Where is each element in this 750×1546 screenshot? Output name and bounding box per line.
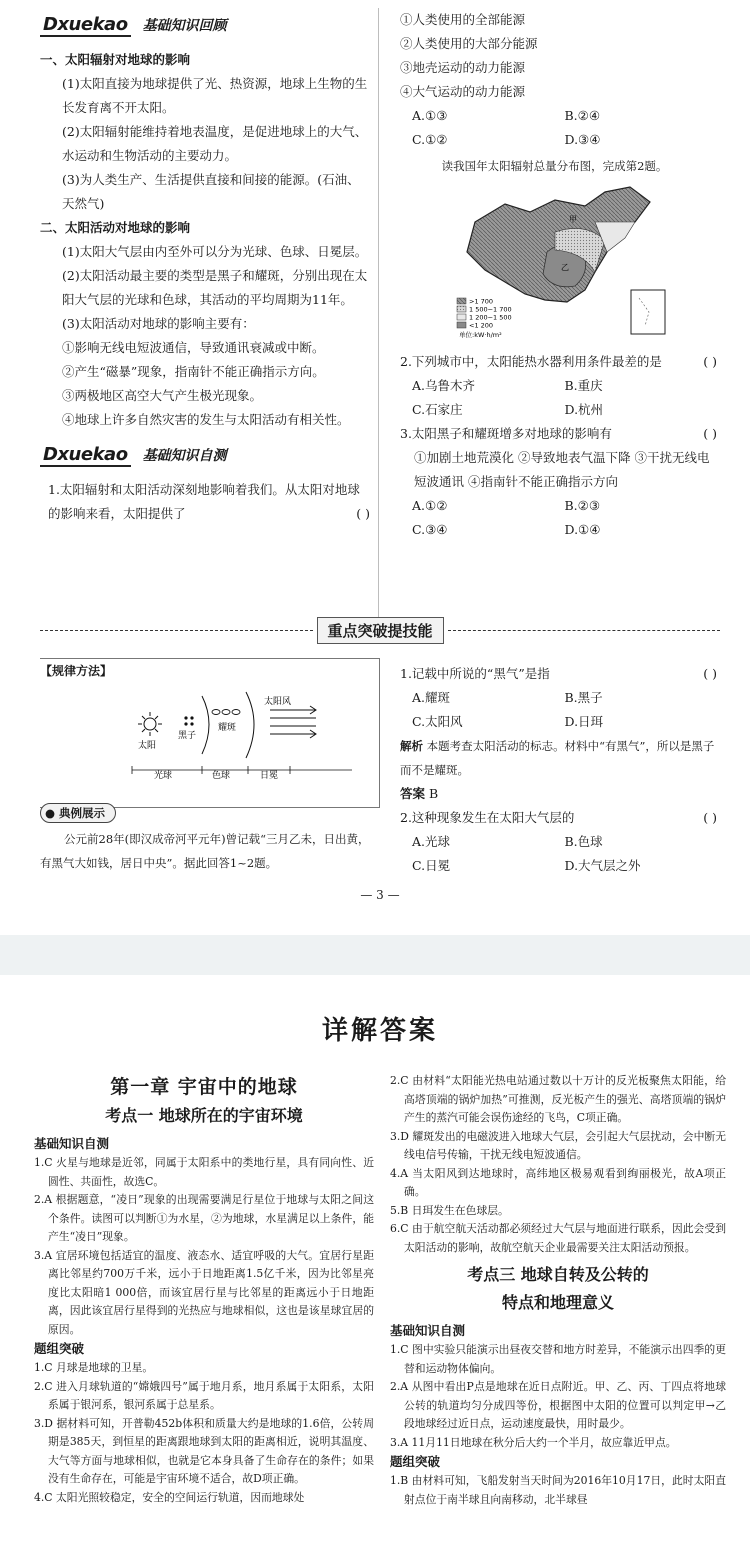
south-sea-inset <box>631 290 665 334</box>
answer-item: 3.D 据材料可知，开普勒452b体积和质量大约是地球的1.6倍，公转周期是385天，到恒星的距离跟地球到太阳的距离相近，说明其温度、大气等方面与地球相似，也就是它本身具备了生命存在的条件；如果没有生命存在，可能是宇宙环境不适合，故D项正确。 <box>34 1416 374 1485</box>
paragraph: (1)太阳直接为地球提供了光、热资源，地球上生物的生长发育离不开太阳。 <box>62 76 368 115</box>
question-text: 2.下列城市中，太阳能热水器利用条件最差的是 <box>400 354 662 369</box>
answer-item: 2.A 根据题意，“凌日”现象的出现需要满足行星位于地球与太阳之间这个条件。读图可以判断①为水星，②为地球，水星满足以上条件，能产生“凌日”现象。 <box>34 1193 374 1243</box>
review-title: 基础知识回顾 <box>142 18 227 34</box>
topic-title: 考点一 地球所在的宇宙环境 <box>105 1106 303 1125</box>
chromosphere-arc <box>246 692 254 758</box>
page-gap <box>0 935 750 975</box>
option-c[interactable]: C.太阳风 <box>412 714 463 729</box>
answer-bracket: ( ) <box>356 506 370 521</box>
page-title: 详解答案 <box>321 1016 438 1046</box>
subsection-heading: 基础知识自测 <box>390 1323 466 1338</box>
list-item: ②产生“磁暴”现象，指南针不能正确指示方向。 <box>62 364 325 379</box>
answer-bracket: ( ) <box>703 666 717 681</box>
section-heading: 一、太阳辐射对地球的影响 <box>40 52 191 67</box>
sunspot-dots-icon <box>184 716 193 725</box>
answer-item: 3.D 耀斑发出的电磁波进入地球大气层，会引起大气层扰动，会中断无线电信号传输，干扰无线电短波通信。 <box>390 1129 726 1161</box>
brand-logo: Dxuekao <box>40 444 131 467</box>
answer-item: 2.C 由材料“太阳能光热电站通过数以十万计的反光板聚焦太阳能，给高塔顶端的锅炉加热”可推测，反光板产生的强光、高塔顶端的锅炉产生的蒸汽可能会误伤途经的飞鸟，C项正确。 <box>390 1074 726 1124</box>
subsection-heading: 题组突破 <box>34 1341 85 1356</box>
option-a[interactable]: A.光球 <box>412 834 451 849</box>
option-c[interactable]: C.石家庄 <box>412 402 463 417</box>
analysis-label: 解析 <box>400 739 423 753</box>
section-separator <box>40 616 720 644</box>
solar-wind-arrows <box>270 706 316 738</box>
selftest-title: 基础知识自测 <box>142 448 227 464</box>
topic-title: 考点三 地球自转及公转的 <box>467 1265 649 1284</box>
method-box <box>40 658 380 808</box>
option-d[interactable]: D.大气层之外 <box>564 858 641 873</box>
option-d[interactable]: D.③④ <box>564 132 601 147</box>
option-statement: ②人类使用的大部分能源 <box>400 36 538 51</box>
option-b[interactable]: B.②④ <box>564 108 601 123</box>
answer-bracket: ( ) <box>703 354 717 369</box>
chapter-title: 第一章 宇宙中的地球 <box>110 1076 298 1098</box>
label-solar-wind: 太阳风 <box>264 697 292 707</box>
analysis <box>392 734 717 782</box>
answer-item: 3.A 11月11日地球在秋分后大约一个半月，故应靠近甲点。 <box>390 1435 677 1449</box>
label-photosphere: 光球 <box>154 771 173 781</box>
answer-item: 4.C 太阳光照较稳定，安全的空间运行轨道，因而地球处 <box>34 1490 305 1504</box>
paragraph: (1)太阳大气层由内至外可以分为光球、色球、日冕层。 <box>62 244 368 259</box>
map-caption: 读我国年太阳辐射总量分布图，完成第2题。 <box>441 159 668 173</box>
map-label-yi: 乙 <box>560 263 569 272</box>
option-a[interactable]: A.乌鲁木齐 <box>412 378 476 393</box>
option-b[interactable]: B.黑子 <box>564 690 603 705</box>
analysis-text: 本题考查太阳活动的标志。材料中“有黑气”，所以是黑子而不是耀斑。 <box>400 739 715 777</box>
option-d[interactable]: D.日珥 <box>564 714 604 729</box>
question-2 <box>392 350 717 374</box>
answer-value: B <box>429 786 439 801</box>
question-text: 1.太阳辐射和太阳活动深刻地影响着我们。从太阳对地球的影响来看，太阳提供了 <box>48 482 360 521</box>
answer-left-column <box>34 1072 374 1507</box>
answer-item: 1.C 火星与地球是近邻，同属于太阳系中的类地行星，具有同向性、近圆性、共面性，故选C。 <box>34 1156 374 1188</box>
list-item: ①影响无线电短波通信，导致通讯衰减或中断。 <box>62 340 325 355</box>
option-statement: ①人类使用的全部能源 <box>400 12 526 27</box>
answer-right-column <box>390 1072 726 1509</box>
example-section <box>40 802 370 875</box>
example-question-2 <box>392 806 717 830</box>
option-d[interactable]: D.①④ <box>564 522 601 537</box>
legend-item: 1 500~1 700 <box>468 305 512 314</box>
paragraph: (2)太阳活动最主要的类型是黑子和耀斑，分别出现在太阳大气层的光球和色球，其活动的平均周期为11年。 <box>62 268 368 307</box>
example-badge-label: 典例展示 <box>59 806 106 820</box>
option-c[interactable]: C.日冕 <box>412 858 451 873</box>
label-sunspot: 黑子 <box>178 731 197 741</box>
question-3 <box>392 422 717 446</box>
page-number: — 3 — <box>360 888 400 902</box>
answer-page <box>30 980 730 1546</box>
q1-options <box>392 104 717 152</box>
option-d[interactable]: D.杭州 <box>564 402 604 417</box>
legend-item: 1 200~1 500 <box>468 313 512 322</box>
subsection-heading: 基础知识自测 <box>34 1136 110 1151</box>
answer-item: 6.C 由于航空航天活动都必须经过大气层与地面进行联系，因此会受到太阳活动的影响，故航空航天企业最需要关注太阳活动预报。 <box>390 1222 726 1254</box>
q3-statements: ①加剧土地荒漠化 ②导致地表气温下降 ③干扰无线电短波通讯 ④指南针不能正确指示方向 <box>414 450 710 489</box>
divider-line <box>448 630 721 631</box>
answer-item: 1.C 月球是地球的卫星。 <box>34 1361 154 1374</box>
paragraph: (3)太阳活动对地球的影响主要有： <box>62 316 255 331</box>
q2-options <box>392 374 717 422</box>
topic-title-line2: 特点和地理意义 <box>501 1293 614 1312</box>
example-question-1 <box>392 662 717 686</box>
map-legend <box>457 298 512 340</box>
review-banner <box>40 8 370 42</box>
list-item: ④地球上许多自然灾害的发生与太阳活动有相关性。 <box>62 412 350 427</box>
sun-icon <box>138 712 162 736</box>
option-a[interactable]: A.①③ <box>412 108 448 123</box>
brand-logo: Dxuekao <box>40 14 131 37</box>
paragraph: (2)太阳辐射能维持着地表温度，是促进地球上的大气、水运动和生物活动的主要动力。 <box>62 124 368 163</box>
answer-item: 3.A 宜居环境包括适宜的温度、液态水、适宜呼吸的大气。宜居行星距离比邻星约700万千米，远小于日地距离1.5亿千米，因为比邻星亮度比太阳暗1 000倍，而该宜居行星与比邻星的距离远小于日地距离，因此该宜居行星得到的光热应与地球相似，这也是该星球宜居的原因。 <box>34 1248 374 1336</box>
subsection-heading: 题组突破 <box>390 1454 441 1469</box>
section-heading: 二、太阳活动对地球的影响 <box>40 220 191 235</box>
right-column <box>392 8 717 542</box>
legend-item: >1 700 <box>468 297 493 306</box>
option-b[interactable]: B.②③ <box>564 498 601 513</box>
column-divider <box>378 8 379 620</box>
answer-item: 2.C 进入月球轨道的“嫦娥四号”属于地月系，地月系属于太阳系，太阳系属于银河系，银河系属于总星系。 <box>34 1379 374 1411</box>
label-flare: 耀斑 <box>218 723 237 733</box>
answer-item: 2.A 从图中看出P点是地球在近日点附近。甲、乙、丙、丁四点将地球公转的轨道均匀分成四等份，根据图中太阳的位置可以判定甲→乙段地球经过近日点，运动速度最快，用时最少。 <box>390 1380 726 1430</box>
divider-line <box>40 630 313 631</box>
option-c[interactable]: C.①② <box>412 132 448 147</box>
answer-item: 5.B 日珥发生在色球层。 <box>390 1203 509 1217</box>
selftest-banner <box>40 438 370 472</box>
answer-item: 4.A 当太阳风到达地球时，高纬地区极易观看到绚丽极光，故A项正确。 <box>390 1166 726 1198</box>
map-label-jia: 甲 <box>568 215 577 224</box>
option-b[interactable]: B.重庆 <box>564 378 603 393</box>
option-b[interactable]: B.色球 <box>564 834 603 849</box>
list-item: ③两极地区高空大气产生极光现象。 <box>62 388 263 403</box>
option-a[interactable]: A.①② <box>412 498 448 513</box>
example-q2-options <box>392 830 717 878</box>
answer-label: 答案 <box>400 786 426 801</box>
label-corona: 日冕 <box>260 771 279 781</box>
answer-item: 1.B 由材料可知，飞船发射当天时间为2016年10月17日，此时太阳直射点位于南半球且向南移动，北半球昼 <box>390 1474 726 1506</box>
example-q1-options <box>392 686 717 734</box>
answer-bracket: ( ) <box>703 810 717 825</box>
sun-layers-diagram <box>120 682 360 782</box>
label-sun: 太阳 <box>138 741 157 751</box>
question-text: 2.这种现象发生在太阳大气层的 <box>400 810 575 825</box>
paragraph: (3)为人类生产、生活提供直接和间接的能源。(石油、天然气) <box>62 172 360 211</box>
answer-item: 1.C 图中实验只能演示出昼夜交替和地方时差异，不能演示出四季的更替和运动物体偏向。 <box>390 1343 726 1375</box>
flare-icon <box>212 710 240 715</box>
play-icon: ● <box>45 806 60 820</box>
option-statement: ④大气运动的动力能源 <box>400 84 526 99</box>
method-title: 【规律方法】 <box>40 664 113 678</box>
option-c[interactable]: C.③④ <box>412 522 448 537</box>
label-chromosphere: 色球 <box>212 771 231 781</box>
legend-item: <1 200 <box>468 321 493 330</box>
example-text: 公元前28年(即汉成帝河平元年)曾记载“三月乙未，日出黄，有黑气大如钱，居日中央”。据此回答1~2题。 <box>40 832 370 870</box>
section-title: 重点突破提技能 <box>317 617 444 644</box>
solar-radiation-map <box>435 182 675 340</box>
question-text: 3.太阳黑子和耀斑增多对地球的影响有 <box>400 426 612 441</box>
textbook-page-3 <box>40 8 720 908</box>
example-questions <box>392 662 717 878</box>
example-badge <box>40 803 116 823</box>
question-1 <box>40 478 370 526</box>
option-statement: ③地壳运动的动力能源 <box>400 60 526 75</box>
answer-line <box>392 782 717 806</box>
option-a[interactable]: A.耀斑 <box>412 690 451 705</box>
layer-scale <box>132 766 352 781</box>
left-column <box>40 8 370 526</box>
legend-unit: 单位:kW·h/m² <box>458 331 502 339</box>
photosphere-arc <box>202 696 209 754</box>
answer-bracket: ( ) <box>703 426 717 441</box>
q3-options <box>392 494 717 542</box>
question-text: 1.记载中所说的“黑气”是指 <box>400 666 550 681</box>
